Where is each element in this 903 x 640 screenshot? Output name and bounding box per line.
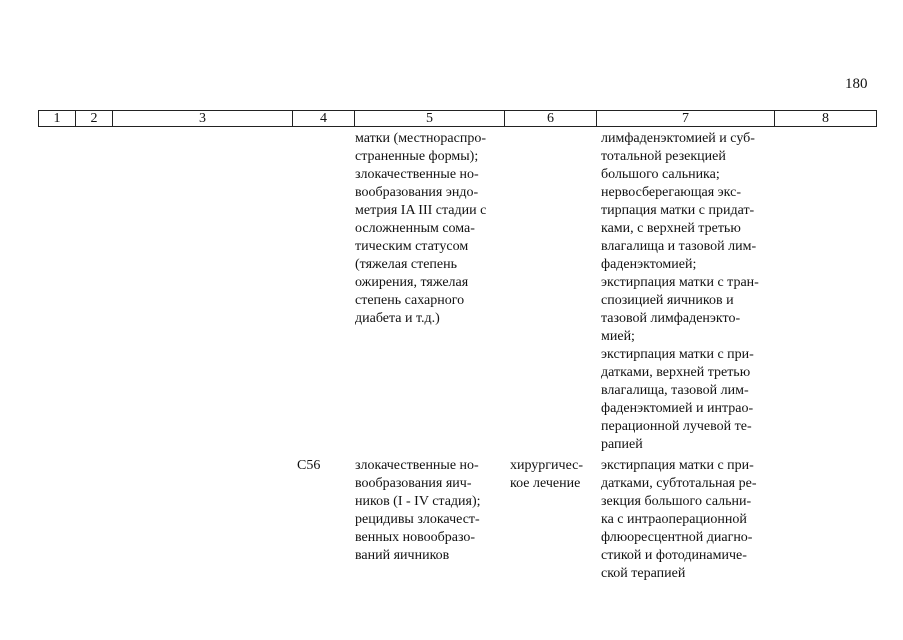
header-row <box>39 111 877 127</box>
row2-code: C56 <box>297 458 321 473</box>
row2-method: экстирпация матки с при- датками, субтотальная ре- зекция большого сальни- ка с интраоперационной флюоресцентной диагно- стикой и фотодинамиче- ской терапией <box>601 458 757 581</box>
row2-diagnosis: злокачественные но- вообразования яич- ников (I - IV стадия); рецидивы злокачест- венных новообразо- ваний яичников <box>355 458 481 563</box>
row2-treatment: хирургичес- кое лечение <box>510 458 584 491</box>
header-col-5: 5 <box>355 111 505 127</box>
row1-method: лимфаденэктомией и суб- тотальной резекцией большого сальника; нервосберегающая экс- тирпация матки с придат- ками, с верхней третью влагалища и тазовой лим- фаденэктомией; экстирпация матки с тран- спозицией яичников и тазовой лимфаденэкто- мией; экстирпация матки с при- датками, верхней третью влагалища, тазовой лим- фаденэктомией и интрао- перационной лучевой те- рапией <box>601 131 759 452</box>
row1-diagnosis: матки (местнораспро- страненные формы); злокачественные но- вообразования эндо- метрия IA III стадии с осложненным сома- тическим статусом (тяжелая степень ожирения, тяжелая степень сахарного диабета и т.д.) <box>355 131 487 326</box>
header-col-6: 6 <box>505 111 597 127</box>
header-col-1: 1 <box>39 111 76 127</box>
header-col-7: 7 <box>597 111 775 127</box>
table-header <box>38 110 877 127</box>
page-number: 180 <box>845 76 868 92</box>
header-col-4: 4 <box>293 111 355 127</box>
header-col-8: 8 <box>775 111 877 127</box>
header-col-2: 2 <box>76 111 113 127</box>
header-col-3: 3 <box>113 111 293 127</box>
